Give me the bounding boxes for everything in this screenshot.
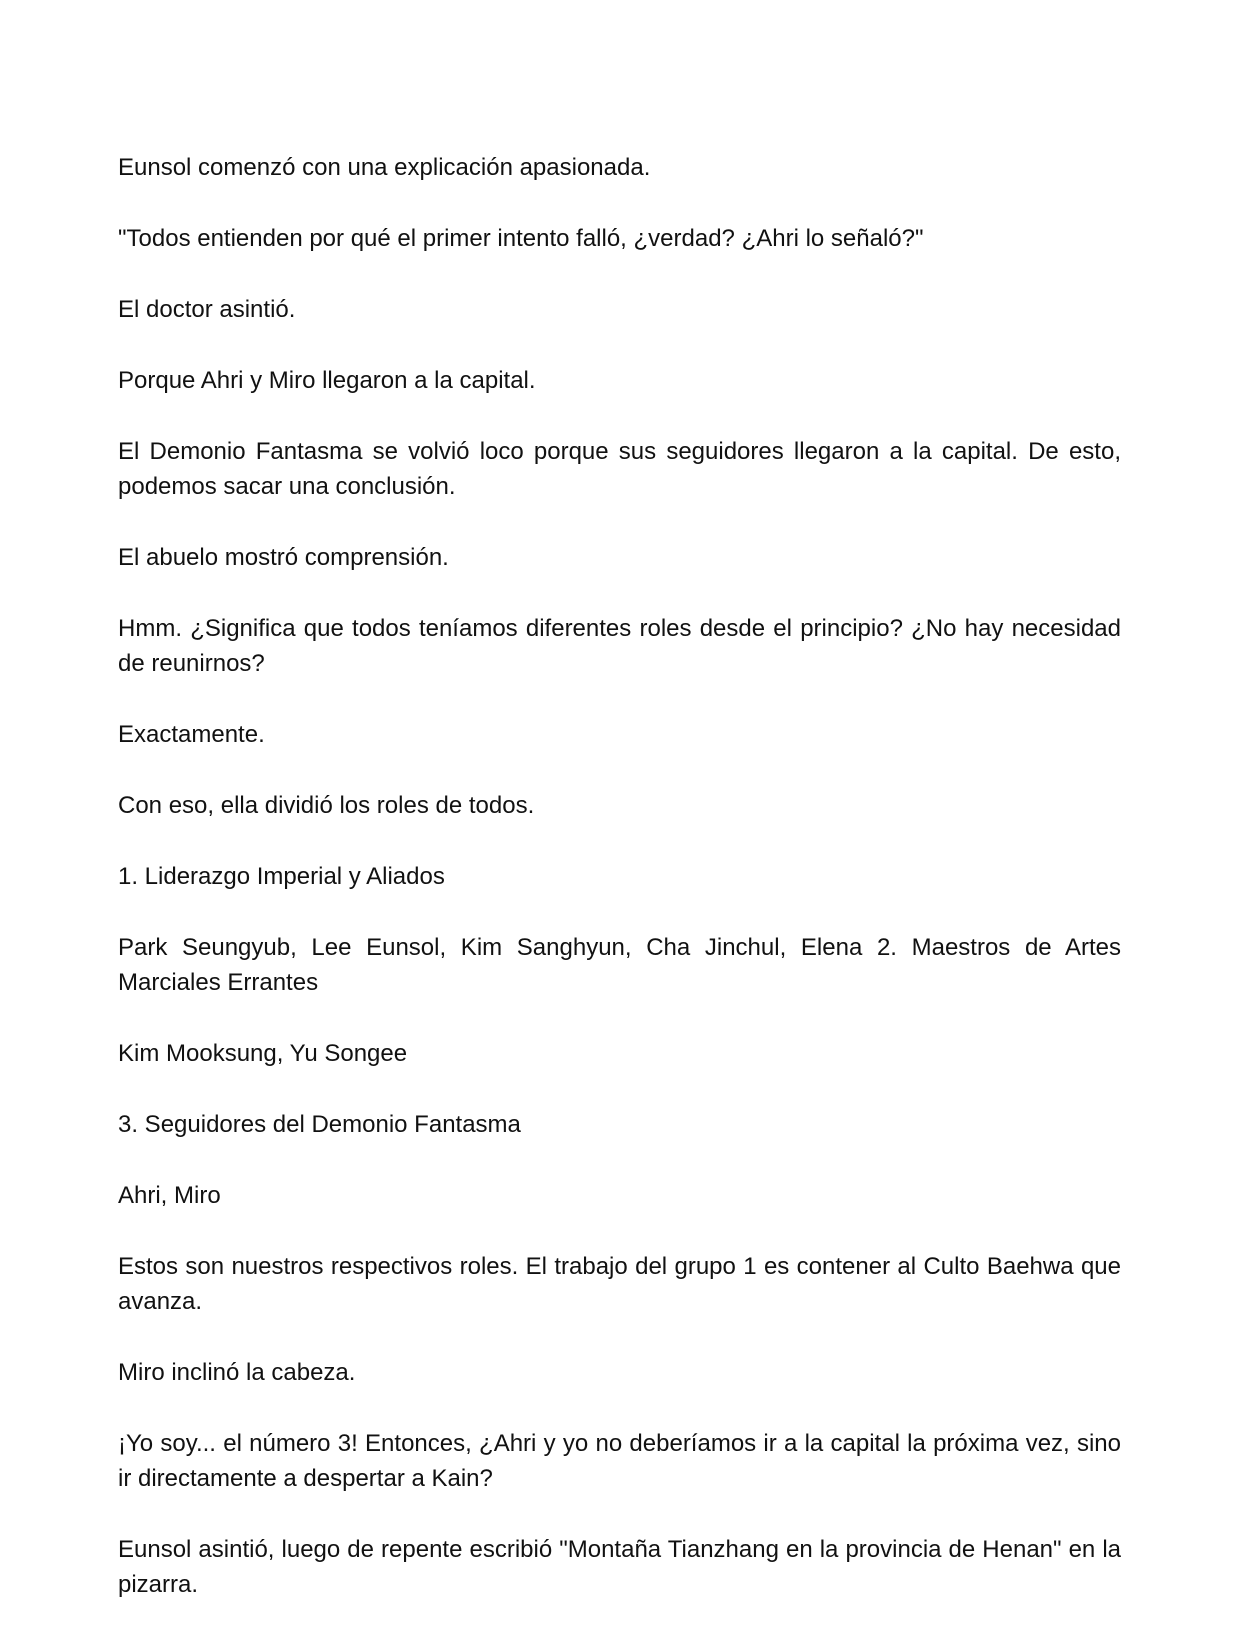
paragraph: Eunsol asintió, luego de repente escribió "Montaña Tianzhang en la provincia de Henan" en la pizarra. — [118, 1536, 1121, 1598]
paragraph: El Demonio Fantasma se volvió loco porque sus seguidores llegaron a la capital. De esto, podemos sacar una conclusión. — [118, 438, 1121, 500]
list-heading: 3. Seguidores del Demonio Fantasma — [118, 1111, 521, 1138]
paragraph: Ahri, Miro — [118, 1182, 221, 1209]
paragraph: Estos son nuestros respectivos roles. El trabajo del grupo 1 es contener al Culto Baehwa que avanza. — [118, 1253, 1121, 1315]
paragraph: Eunsol comenzó con una explicación apasionada. — [118, 154, 651, 181]
paragraph: ¡Yo soy... el número 3! Entonces, ¿Ahri y yo no deberíamos ir a la capital la próxima vez, sino ir directamente a despertar a Kain? — [118, 1430, 1121, 1492]
paragraph: Porque Ahri y Miro llegaron a la capital. — [118, 367, 536, 394]
paragraph: El doctor asintió. — [118, 296, 296, 323]
paragraph: El abuelo mostró comprensión. — [118, 544, 449, 571]
paragraph: Con eso, ella dividió los roles de todos. — [118, 792, 535, 819]
paragraph: Hmm. ¿Significa que todos teníamos diferentes roles desde el principio? ¿No hay necesidad de reunirnos? — [118, 615, 1121, 677]
paragraph: Park Seungyub, Lee Eunsol, Kim Sanghyun, Cha Jinchul, Elena 2. Maestros de Artes Marciales Errantes — [118, 934, 1121, 996]
list-heading: 1. Liderazgo Imperial y Aliados — [118, 863, 445, 890]
document-body — [118, 150, 1121, 1638]
paragraph: Kim Mooksung, Yu Songee — [118, 1040, 408, 1067]
paragraph: Miro inclinó la cabeza. — [118, 1359, 356, 1386]
paragraph: Exactamente. — [118, 721, 265, 748]
paragraph: "Todos entienden por qué el primer intento falló, ¿verdad? ¿Ahri lo señaló?" — [118, 225, 924, 252]
